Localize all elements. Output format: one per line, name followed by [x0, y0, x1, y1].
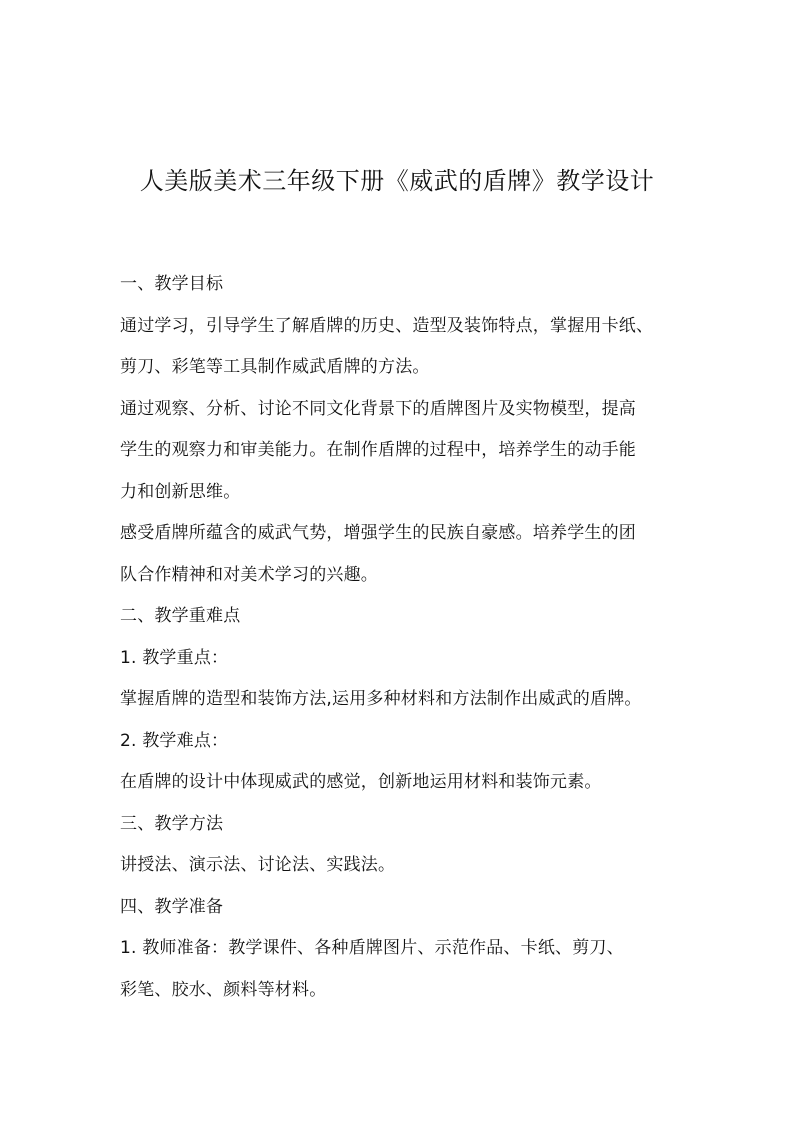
heading-teaching-methods: 三、教学方法	[120, 813, 224, 834]
heading-key-difficult-points: 二、教学重难点	[120, 606, 241, 626]
document-title: 人美版美术三年级下册《威武的盾牌》教学设计	[139, 167, 655, 195]
heading-teaching-objectives: 一、教学目标	[120, 274, 224, 294]
paragraph-line: 力和创新思维。	[120, 481, 241, 502]
heading-teaching-preparation: 四、教学准备	[120, 896, 224, 917]
subheading-difficult-points: 2. 教学难点：	[120, 730, 229, 751]
paragraph-line: 彩笔、胶水、颜料等材料。	[120, 979, 327, 1000]
paragraph-line: 1. 教师准备：教学课件、各种盾牌图片、示范作品、卡纸、剪刀、	[120, 938, 624, 958]
paragraph-line: 掌握盾牌的造型和装饰方法,运用多种材料和方法制作出威武的盾牌。	[120, 689, 642, 709]
paragraph-line: 学生的观察力和审美能力。在制作盾牌的过程中，培养学生的动手能	[120, 440, 636, 460]
subheading-key-points: 1. 教学重点：	[120, 647, 229, 668]
paragraph-line: 队合作精神和对美术学习的兴趣。	[120, 564, 378, 585]
paragraph-line: 感受盾牌所蕴含的威武气势，增强学生的民族自豪感。培养学生的团	[120, 523, 636, 543]
paragraph-line: 通过观察、分析、讨论不同文化背景下的盾牌图片及实物模型，提高	[120, 398, 636, 419]
paragraph-line: 在盾牌的设计中体现威武的感觉，创新地运用材料和装饰元素。	[120, 772, 602, 792]
paragraph-line: 剪刀、彩笔等工具制作威武盾牌的方法。	[120, 357, 430, 377]
paragraph-line: 讲授法、演示法、讨论法、实践法。	[120, 855, 396, 875]
document-body	[120, 268, 690, 1015]
paragraph-line: 通过学习，引导学生了解盾牌的历史、造型及装饰特点，掌握用卡纸、	[120, 315, 654, 336]
